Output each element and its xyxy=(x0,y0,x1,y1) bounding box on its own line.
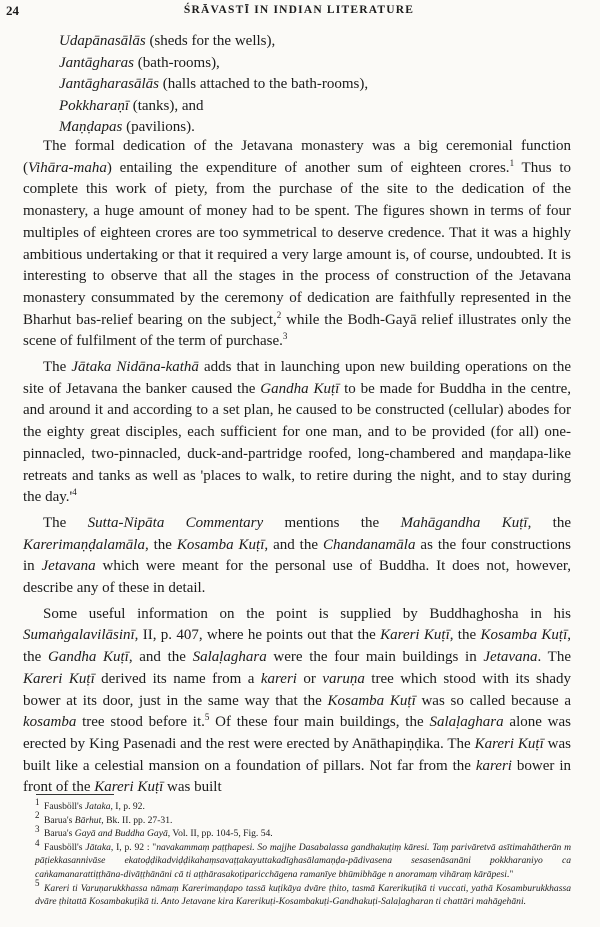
text-run: , and the xyxy=(128,649,193,666)
italic-term: Gandha Kuṭī xyxy=(260,380,340,397)
italic-term: Mahāgandha Kuṭī xyxy=(400,514,528,531)
footnote: $^4$ Fausböll's Jātaka, I, p. 92 : "navakammaṃ paṭṭhapesi. So majjhe Dasabalassa gandhakuṭiṃ kāresi. Taṃ parivāretvā asītimahātherān m pāṭiekkasannivāse ekatoḍḍikadviḍḍikahaṃsavaṭṭakayuttakadīghasālamaṇḍa-pādivasena sesasenāsanāni pokkharaniyo ca caṅkamanarattiṭṭhāna-divāṭṭhānāni cā ti aṭṭhārasakoṭiparicchāgena ramanīye bhūmibhāge n anoramaṃ vihāraṃ kārāpesi." xyxy=(35,837,571,880)
italic-term: Kareri Kuṭī xyxy=(94,779,164,796)
text-run: , the xyxy=(527,514,572,531)
italic-term: Salaḷaghara xyxy=(429,714,504,731)
body-text xyxy=(23,136,571,802)
text-run: tree stood before it. xyxy=(76,714,205,731)
italic-term: Chandanamāla xyxy=(322,536,416,553)
text-run: while the Bodh-Gayā relief illustrates only the scene of fulfilment of the term of purchase. xyxy=(23,311,571,350)
italic-term: kareri xyxy=(260,670,297,687)
paragraph xyxy=(23,513,571,600)
text-run: tree which stood with its shady bower at its door, just in the same way that the xyxy=(23,670,571,709)
text-run: adds that in launching upon new building operations on the site of Jetavana the banker caused the xyxy=(23,359,571,397)
text-run: , II, p. 407, where he points out that the xyxy=(134,627,381,644)
text-run: as the four constructions in xyxy=(23,536,572,575)
italic-term: Jātaka xyxy=(85,841,111,853)
page-header xyxy=(6,3,592,19)
italic-term: Kosamba Kuṭī xyxy=(327,692,416,709)
list-item xyxy=(59,74,368,96)
building-terms-list xyxy=(59,31,368,139)
list-term: Maṇḍapas xyxy=(59,119,123,135)
paragraph xyxy=(23,357,571,509)
list-item xyxy=(59,53,368,75)
italic-term: Kareri Kuṭī xyxy=(474,735,544,752)
text-run: Some useful information on the point is supplied by Buddhaghosha in his xyxy=(43,605,571,622)
text-run: Thus to complete this work of piety, from the purchase of the site to the dedication of the monastery, a huge amount of money had to be spent. The figures shown in terms of four multiples of eighteen crores are too symmetrical to deserve credence. That it was a highly ambitious undertaking or that it required a very large amount is, of course, undoubted. It is interesting to observe that all the stages in the process of construction of the Jetavana monastery consummated by the ceremony of dedication are faithfully represented in the Bharhut bas-relief bearing on the subject, xyxy=(23,159,571,328)
italic-term: Sumaṅgalavilāsinī xyxy=(23,627,135,644)
text-run: bower in front of the xyxy=(23,757,571,796)
italic-term: navakammaṃ paṭṭhapesi. So majjhe Dasabalassa gandhakuṭiṃ kāresi. Taṃ parivāretvā asītimahātherān m pāṭiekkasannivāse ekatoḍḍikadviḍḍikahaṃsavaṭṭakayuttakadīghasālamaṇḍa-pādivasena sesasenāsanāni pokkharaniyo ca caṅkamanarattiṭṭhāna-divāṭṭhānāni cā ti aṭṭhārasakoṭiparicchāgena ramanīye bhūmibhāge n anoramaṃ vihāraṃ kārāpesi xyxy=(35,841,571,880)
text-run: , the xyxy=(144,536,177,553)
text-run: Barua's xyxy=(44,828,75,840)
list-desc: (sheds for the wells), xyxy=(145,33,276,49)
footnote: $^1$ Fausböll's Jataka, I, p. 92. xyxy=(35,796,145,812)
text-run: derived its name from a xyxy=(94,670,261,687)
running-head: ŚRĀVASTĪ IN INDIAN LITERATURE xyxy=(183,4,415,16)
text-run: were the four main buildings in xyxy=(266,649,484,666)
list-item xyxy=(59,96,368,118)
footnote-ref: 2 xyxy=(276,309,282,320)
footnote-ref: 4 xyxy=(72,487,77,498)
text-run: , Bk. II. pp. 27-31. xyxy=(101,814,173,826)
italic-term: Jataka xyxy=(84,801,111,812)
paragraph xyxy=(23,604,571,799)
list-term: Jantāgharasālās xyxy=(59,76,160,92)
text-run: , Vol. II, pp. 104-5, Fig. 54. xyxy=(167,828,273,840)
italic-term: Kareri Kuṭī xyxy=(380,627,450,644)
italic-term: kosamba xyxy=(23,714,77,731)
list-term: Jantāgharas xyxy=(59,54,134,71)
text-run: Of these four main buildings, the xyxy=(209,714,430,731)
text-run: , I, p. 92 : " xyxy=(110,841,157,853)
text-run: or xyxy=(296,670,323,687)
footnote-separator xyxy=(36,794,114,795)
italic-term: Kosamba Kuṭī xyxy=(176,536,265,553)
text-run: to be made for Buddha in the centre, and around it and according to a set plan, he caused to be constructed (cellular) abodes for the eighty great disciples, each sufficient for one man, and to be provided (for all) one-pinnacled, two-pinnacled, duck-and-partridge roofed, long-chambered and maṇḍapa-like retreats and tanks as well as 'places to walk, to retire during the night, and to stay during the day.' xyxy=(23,380,571,506)
text-run: was so called because a xyxy=(415,692,571,709)
footnote-ref: 1 xyxy=(509,157,515,168)
footnote: $^2$ Barua's Bārhut, Bk. II. pp. 27-31. xyxy=(35,810,173,826)
footnote: $^3$ Barua's Gayā and Buddha Gayā, Vol. II, pp. 104-5, Fig. 54. xyxy=(35,824,273,840)
italic-term: Kareri ti Varuṇarukkhassa nāmaṃ Karerimaṇḍapo tassā kuṭikāya dvāre ṭhito, tasmā Karerikuṭikā ti vuccati, yathā Kosamburukkhassa dvāre ṭhitattā Kosambakuṭikā ti. Anto Jetavane kira Karerikuṭi-Kosambakuṭi-Gandhakuṭi-Salaḷagharan ti chattāri mahāgehāni. xyxy=(35,882,571,908)
text-run: . The xyxy=(537,649,571,666)
text-run: Fausböll's xyxy=(44,841,86,853)
list-desc: (halls attached to the bath-rooms), xyxy=(159,76,369,92)
list-desc: (pavilions). xyxy=(122,119,195,135)
list-term: Pokkharaṇī xyxy=(59,97,129,114)
italic-term: Jetavana xyxy=(483,649,538,666)
text-run: was built xyxy=(163,779,222,796)
list-desc: (tanks), and xyxy=(128,97,204,114)
text-run: which were meant for the personal use of Buddha. It does not, however, describe any of these in detail. xyxy=(23,558,571,597)
text-run: alone was erected by King Pasenadi and the rest were erected by Anāthapiṇḍika. The xyxy=(23,714,572,752)
text-run: ) entailing the expenditure of another sum of eighteen crores. xyxy=(106,159,510,176)
footnote: $^5$ Kareri ti Varuṇarukkhassa nāmaṃ Karerimaṇḍapo tassā kuṭikāya dvāre ṭhito, tasmā Karerikuṭikā ti vuccati, yathā Kosamburukkhassa dvāre ṭhitattā Kosambakuṭikā ti. Anto Jetavane kira Karerikuṭi-Kosambakuṭi-Gandhakuṭi-Salaḷagharan ti chattāri mahāgehāni. xyxy=(35,878,571,908)
italic-term: Gayā and Buddha Gayā xyxy=(74,828,168,840)
list-desc: (bath-rooms), xyxy=(134,54,220,71)
text-run: ." xyxy=(506,868,514,880)
italic-term: Salaḷaghara xyxy=(192,649,267,666)
paragraph xyxy=(23,136,571,353)
text-run: The xyxy=(43,359,72,376)
list-item xyxy=(59,31,368,53)
text-run: The xyxy=(43,514,88,531)
italic-term: Gandha Kuṭī xyxy=(48,649,129,666)
text-run: was built like a celestial mansion on a foundation of pillars. Not far from the xyxy=(23,735,571,774)
italic-term: Kosamba Kuṭī xyxy=(480,627,568,644)
list-term: Udapānasālās xyxy=(59,33,146,49)
italic-term: Sutta-Nipāta Commentary xyxy=(87,514,264,531)
footnote-ref: 3 xyxy=(282,331,288,342)
text-run: mentions the xyxy=(263,514,401,531)
italic-term: varuṇa xyxy=(322,670,365,687)
text-run: , the xyxy=(23,627,572,666)
text-run: , and the xyxy=(264,536,323,553)
italic-term: Bārhut xyxy=(74,814,102,826)
text-run: Barua's xyxy=(44,814,75,826)
footnote-ref: 5 xyxy=(204,712,210,723)
italic-term: Kareri Kuṭī xyxy=(23,670,95,687)
italic-term: Jātaka Nidāna-kathā xyxy=(71,359,199,376)
text-run: The formal dedication of the Jetavana monastery was a big ceremonial function ( xyxy=(23,138,571,176)
italic-term: Vihāra-maha xyxy=(28,159,107,176)
italic-term: Jetavana xyxy=(41,558,96,575)
footnotes xyxy=(35,796,571,909)
text-run: Fausböll's xyxy=(44,801,85,812)
italic-term: kareri xyxy=(475,757,512,774)
italic-term: Karerimaṇḍalamāla xyxy=(23,536,145,553)
text-run: , the xyxy=(449,627,481,644)
text-run: , I, p. 92. xyxy=(110,801,145,812)
page-number: 24 xyxy=(6,3,19,18)
